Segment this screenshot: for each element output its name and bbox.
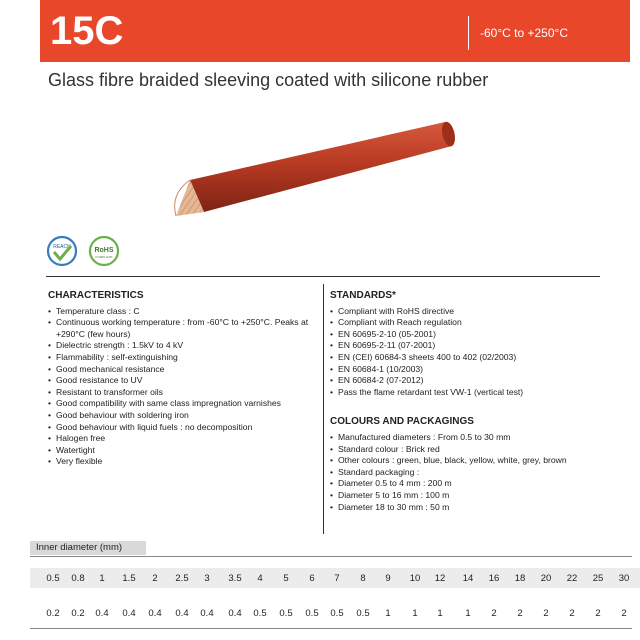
inner-diameter-cell: 6	[309, 573, 315, 584]
list-item: • Compliant with Reach regulation	[330, 317, 630, 329]
list-item: • Diameter 0.5 to 4 mm : 200 m	[330, 478, 630, 490]
list-item: • Halogen free	[48, 433, 316, 445]
colours-title: COLOURS AND PACKAGINGS	[330, 416, 474, 428]
inner-diameter-row	[30, 568, 640, 588]
thickness-cell: 2	[569, 608, 575, 619]
thickness-cell: 2	[543, 608, 549, 619]
inner-diameter-cell: 0.5	[46, 573, 60, 584]
inner-diameter-cell: 14	[462, 573, 474, 584]
header-divider	[468, 16, 469, 50]
thickness-cell: 1	[437, 608, 443, 619]
list-item: • Flammability : self-extinguishing	[48, 352, 316, 364]
list-item: • Very flexible	[48, 456, 316, 468]
characteristics-list	[48, 306, 316, 468]
thickness-cell: 0.4	[95, 608, 109, 619]
characteristics-section	[48, 290, 316, 468]
thickness-cell: 0.5	[253, 608, 267, 619]
inner-diameter-cell: 20	[540, 573, 552, 584]
thickness-cell: 0.4	[148, 608, 162, 619]
list-item: • EN 60695-2-10 (05-2001)	[330, 329, 630, 341]
list-item: • Resistant to transformer oils	[48, 387, 316, 399]
list-item: • Standard packaging :	[330, 467, 630, 479]
list-item: • Good behaviour with liquid fuels : no decomposition	[48, 422, 316, 434]
list-item: • EN 60684-1 (10/2003)	[330, 364, 630, 376]
table-rule	[30, 556, 632, 557]
thickness-cell: 2	[517, 608, 523, 619]
list-item: • Good resistance to UV	[48, 375, 316, 387]
list-item: • Dielectric strength : 1.5kV to 4 kV	[48, 340, 316, 352]
thickness-cell: 0.5	[279, 608, 293, 619]
product-image	[160, 112, 480, 222]
section-divider	[46, 276, 600, 277]
list-item: • EN 60695-2-11 (07-2001)	[330, 340, 630, 352]
list-item: • Good mechanical resistance	[48, 364, 316, 376]
rohs-logo-subtext: COMPLIANT	[95, 255, 113, 259]
inner-diameter-cell: 18	[514, 573, 526, 584]
column-divider	[323, 284, 324, 534]
list-item: • Other colours : green, blue, black, yellow, white, grey, brown	[330, 455, 630, 467]
standards-title: STANDARDS*	[330, 290, 396, 301]
standards-list	[330, 306, 630, 399]
thickness-cell: 2	[621, 608, 627, 619]
inner-diameter-cell: 1.5	[122, 573, 136, 584]
table-header-label: Inner diameter (mm)	[30, 541, 146, 555]
thickness-cell: 2	[491, 608, 497, 619]
standards-section	[330, 290, 630, 513]
list-item: • Manufactured diameters : From 0.5 to 30 mm	[330, 432, 630, 444]
list-item: • EN (CEI) 60684-3 sheets 400 to 402 (02/2003)	[330, 352, 630, 364]
thickness-cell: 0.5	[330, 608, 344, 619]
product-code: 15C	[50, 9, 124, 53]
product-subtitle: Glass fibre braided sleeving coated with silicone rubber	[48, 70, 489, 90]
thickness-cell: 0.4	[200, 608, 214, 619]
thickness-cell: 0.4	[175, 608, 189, 619]
inner-diameter-cell: 22	[566, 573, 578, 584]
list-item: • Standard colour : Brick red	[330, 444, 630, 456]
thickness-cell: 2	[595, 608, 601, 619]
inner-diameter-cell: 30	[618, 573, 630, 584]
header-banner	[40, 0, 630, 62]
rohs-logo-text: RoHS	[94, 247, 114, 254]
thickness-cell: 0.5	[305, 608, 319, 619]
thickness-cell: 0.4	[122, 608, 136, 619]
list-item: • Diameter 18 to 30 mm : 50 m	[330, 502, 630, 514]
characteristics-title: CHARACTERISTICS	[48, 290, 144, 301]
inner-diameter-cell: 2.5	[175, 573, 189, 584]
thickness-cell: 0.4	[228, 608, 242, 619]
thickness-cell: 1	[465, 608, 471, 619]
inner-diameter-cell: 3	[204, 573, 210, 584]
inner-diameter-cell: 4	[257, 573, 263, 584]
temperature-range: -60°C to +250°C	[480, 26, 568, 40]
inner-diameter-cell: 9	[385, 573, 391, 584]
list-item: • Continuous working temperature : from -60°C to +250°C. Peaks at +290°C (few hours)	[48, 317, 316, 340]
inner-diameter-cell: 7	[334, 573, 340, 584]
inner-diameter-cell: 1	[99, 573, 105, 584]
reach-logo-text: REACH	[53, 244, 71, 250]
list-item: • Temperature class : C	[48, 306, 316, 318]
list-item: • Compliant with RoHS directive	[330, 306, 630, 318]
inner-diameter-cell: 5	[283, 573, 289, 584]
inner-diameter-cell: 12	[434, 573, 446, 584]
table-bottom-rule	[30, 628, 632, 629]
rohs-logo-icon	[90, 237, 118, 265]
colours-list	[330, 432, 630, 513]
inner-diameter-cell: 8	[360, 573, 366, 584]
inner-diameter-cell: 0.8	[71, 573, 85, 584]
inner-diameter-cell: 3.5	[228, 573, 242, 584]
thickness-cell: 1	[385, 608, 391, 619]
thickness-cell: 0.2	[71, 608, 85, 619]
thickness-cell: 0.5	[356, 608, 370, 619]
thickness-cell: 0.2	[46, 608, 60, 619]
list-item: • EN 60684-2 (07-2012)	[330, 375, 630, 387]
inner-diameter-cell: 16	[488, 573, 500, 584]
list-item: • Pass the flame retardant test VW-1 (vertical test)	[330, 387, 630, 399]
list-item: • Good behaviour with soldering iron	[48, 410, 316, 422]
thickness-cell: 1	[412, 608, 418, 619]
list-item: • Good compatibility with same class impregnation varnishes	[48, 398, 316, 410]
inner-diameter-cell: 25	[592, 573, 604, 584]
reach-logo-icon	[48, 237, 76, 265]
list-item: • Watertight	[48, 445, 316, 457]
inner-diameter-cell: 2	[152, 573, 158, 584]
certification-logos	[46, 234, 126, 268]
list-item: • Diameter 5 to 16 mm : 100 m	[330, 490, 630, 502]
wall-thickness-row	[30, 603, 640, 623]
inner-diameter-cell: 10	[409, 573, 421, 584]
